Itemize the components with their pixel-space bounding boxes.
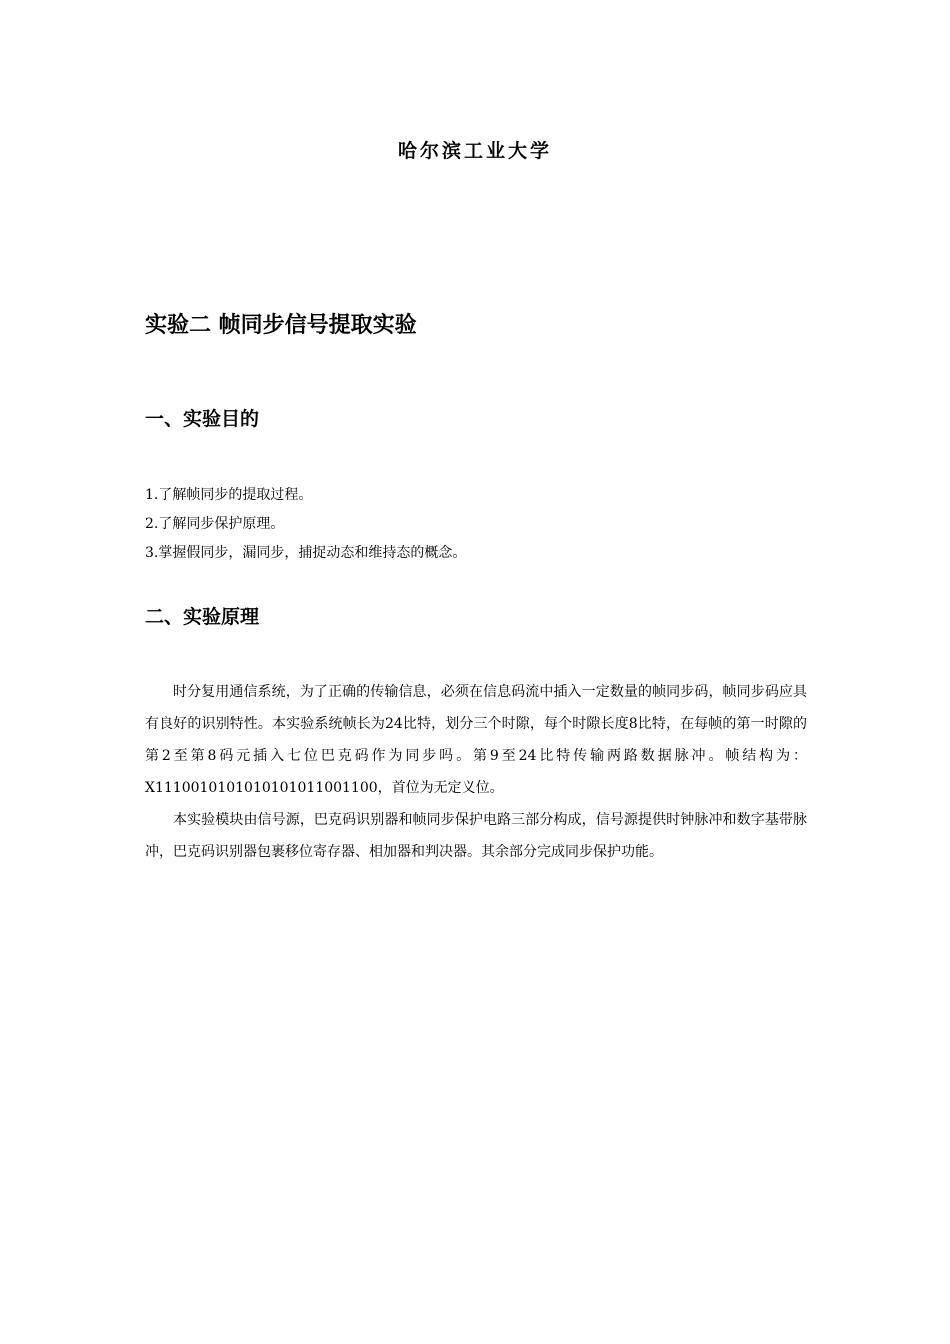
document-title: 实验二 帧同步信号提取实验	[145, 313, 417, 338]
principles-body	[145, 676, 807, 868]
paragraph: 时分复用通信系统，为了正确的传输信息，必须在信息码流中插入一定数量的帧同步码，帧同步码应具有良好的识别特性。本实验系统帧长为24比特，划分三个时隙，每个时隙长度8比特，在每帧的第一时隙的第2至第8码元插入七位巴克码作为同步吗。第9至24比特传输两路数据脉冲。帧结构为：X1110010101010101011001100，首位为无定义位。	[145, 684, 807, 796]
list-item: 3.掌握假同步，漏同步，捕捉动态和维持态的概念。	[145, 545, 467, 561]
section-heading-principles: 二、实验原理	[145, 606, 260, 628]
paragraph: 本实验模块由信号源，巴克码识别器和帧同步保护电路三部分构成，信号源提供时钟脉冲和数字基带脉冲，巴克码识别器包裹移位寄存器、相加器和判决器。其余部分完成同步保护功能。	[145, 812, 807, 860]
section-heading-objectives: 一、实验目的	[145, 408, 260, 430]
list-item: 1.了解帧同步的提取过程。	[145, 487, 313, 503]
university-header: 哈尔滨工业大学	[397, 140, 552, 162]
objectives-list	[145, 481, 466, 568]
list-item: 2.了解同步保护原理。	[145, 516, 285, 532]
